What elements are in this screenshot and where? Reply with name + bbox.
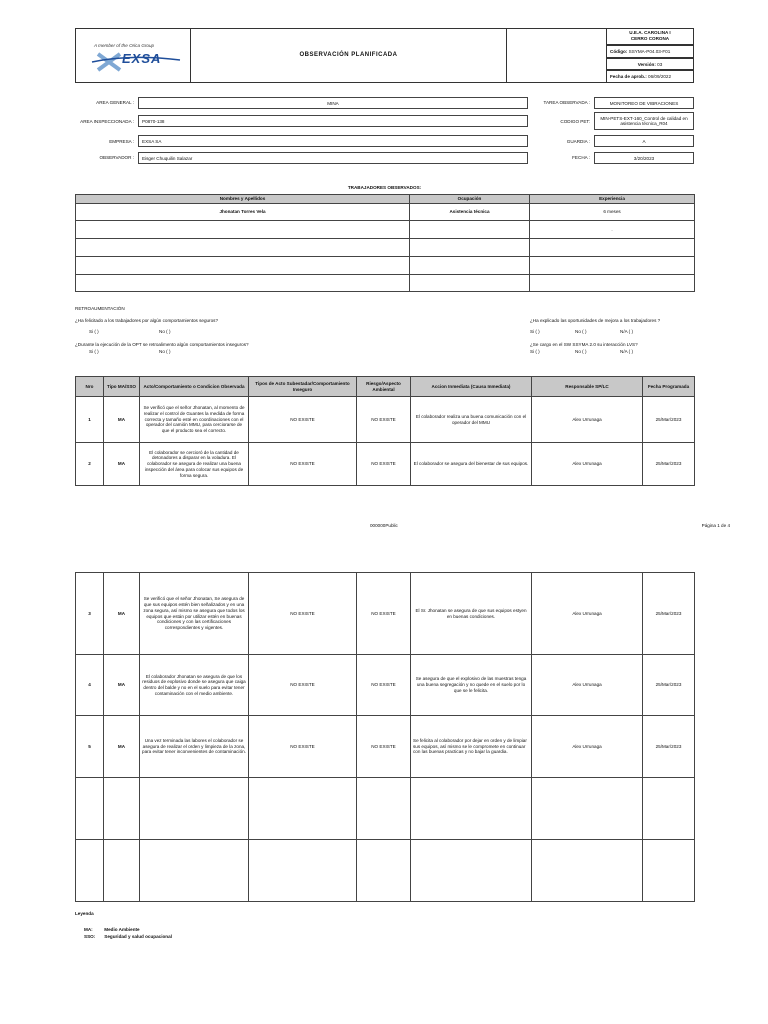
observador-label: OBSERVADOR : [99,155,134,160]
empresa-field[interactable] [138,135,528,147]
row-acto[interactable]: El colaborador Jhonatan se asegura de que los residuos de explosivo donde se asegura que caiga dentro del balde y no en el suelo para evitar tener contaminación con el medio ambiente. [140,655,249,716]
row-responsable[interactable]: Alex Urrunaga [532,716,643,778]
col-nro: Nro [76,377,104,397]
version-label: Versión: [637,62,656,67]
row-tipos-acto[interactable]: NO EXISTE [249,443,357,486]
table-row [76,443,695,486]
worker-occupation[interactable] [410,221,530,239]
pet-field[interactable] [594,112,694,130]
q2-yes-option[interactable]: Si ( ) [89,349,99,354]
row-fecha[interactable] [643,840,695,902]
legend-item-ma [84,927,140,933]
row-responsable[interactable] [532,840,643,902]
row-acto[interactable]: El colaborador se cercioró de la cantidad de detonadores a disparar en la voladura. El colaborador se asegura de realizar una buena inspección del área para colocar sus equipos de forma segura. [140,443,249,486]
col-responsable: Responsable SP/LC [532,377,643,397]
fecha-label: FECHA : [572,155,590,160]
row-fecha[interactable]: 25/Mar/2023 [643,655,695,716]
worker-name[interactable] [76,239,410,257]
q1-yes-option[interactable]: Si ( ) [89,329,99,334]
fecha-value: 3/20/2023 [633,155,655,161]
row-accion[interactable]: El colaborador se asegura del bienestar de sus equipos. [411,443,532,486]
row-tipo[interactable]: MA [104,443,140,486]
col-tipos-acto: Tipos de Acto Subestadar/Comportamiento Inseguro [249,377,357,397]
legend-text: Seguridad y salud ocupacional [104,934,172,939]
worker-name[interactable]: Jhonatan Torres Vela [76,204,410,221]
row-riesgo[interactable] [357,778,411,840]
worker-experience[interactable] [530,257,695,275]
table-row [76,840,695,902]
form-title: OBSERVACIÓN PLANIFICADA [299,52,398,58]
row-acto[interactable]: Una vez terminada las labores el colaborador se asegura de realizar el orden y limpieza de la zona, para evitar tener inconvenientes de contaminación. [140,716,249,778]
row-nro [76,778,104,840]
row-nro: 4 [76,655,104,716]
area-inspeccionada-field[interactable] [138,115,528,127]
approval-date-value: 06/09/2022 [648,74,672,79]
row-riesgo[interactable] [357,840,411,902]
row-fecha[interactable] [643,778,695,840]
worker-occupation[interactable] [410,239,530,257]
legend-code: SSO: [84,934,96,939]
workers-header-occupation: Ocupación [410,195,530,204]
table-row [76,239,695,257]
q4-yes-option[interactable]: Si ( ) [530,349,540,354]
feedback-question-1: ¿Ha felicitado a los trabajadores por algún comportamientos seguros? [75,318,218,323]
row-tipo[interactable]: MA [104,397,140,443]
row-tipo[interactable]: MA [104,573,140,655]
guardia-value: A [642,138,646,144]
row-tipos-acto[interactable] [249,778,357,840]
row-tipos-acto[interactable]: NO EXISTE [249,655,357,716]
table-row [76,275,695,292]
row-acto[interactable] [140,840,249,902]
row-tipos-acto[interactable]: NO EXISTE [249,573,357,655]
area-general-label: AREA GENERAL : [96,100,134,105]
worker-experience[interactable] [530,239,695,257]
logo [90,38,185,74]
row-acto[interactable]: Se verificó que el señor Jhonatan, Se asegura de que sus equipos estén bien señalizados y en una zona segura, así mismo se asegura que todos los equipos que están por utilizar estén en buenas condiciones y con las certificaciones correspondientes y vigentes. [140,573,249,655]
version-value: 03 [657,62,663,67]
feedback-question-3: ¿Ha explicado las oportunidades de mejora a los trabajadores ? [530,318,661,323]
row-tipo[interactable] [104,778,140,840]
legend-item-sso [84,934,172,940]
q2-no-option[interactable]: No ( ) [159,349,171,354]
tarea-label: TAREA OBSERVADA : [543,100,590,105]
row-fecha[interactable]: 25/Mar/2023 [643,443,695,486]
row-responsable[interactable]: Alex Urrunaga [532,443,643,486]
row-fecha[interactable]: 25/Mar/2023 [643,716,695,778]
row-nro: 5 [76,716,104,778]
q3-na-option[interactable]: N/A ( ) [620,329,634,334]
empresa-label: EMPRESA : [109,139,134,144]
row-responsable[interactable] [532,778,643,840]
q1-no-option[interactable]: No ( ) [159,329,171,334]
tarea-field[interactable] [594,97,694,109]
row-fecha[interactable]: 25/Mar/2023 [643,573,695,655]
empresa-value: EXSA SA [142,138,162,144]
row-nro: 1 [76,397,104,443]
row-riesgo[interactable]: NO EXISTE [357,397,411,443]
approval-date-row [610,74,671,80]
feedback-title: RETROAUMENTACIÓN [75,306,125,311]
col-riesgo: Riesgo/Aspecto Ambiental [357,377,411,397]
row-riesgo[interactable]: NO EXISTE [357,655,411,716]
observador-value: Eisger Chuquilin Salazar [142,155,193,161]
workers-title: TRABAJADORES OBSERVADOS: [347,185,422,190]
col-fecha: Fecha Programada [643,377,695,397]
codigo-value: SSYMA-P04.03-F01 [628,49,671,54]
row-fecha[interactable]: 25/Mar/2023 [643,397,695,443]
area-general-value: MINA [327,100,339,106]
worker-experience[interactable] [530,275,695,292]
q4-no-option[interactable]: No ( ) [575,349,587,354]
col-acto: Acto/Comportamiento o Condicion Observada [140,377,249,397]
area-inspeccionada-value: P0870-138 [142,118,165,124]
workers-header-name: Nombres y Apellidos [76,195,410,204]
table-row [76,257,695,275]
observations-table [75,376,695,486]
codigo-label: Código: [610,49,628,54]
workers-header-experience: Experiencia [530,195,695,204]
table-row [76,655,695,716]
row-tipos-acto[interactable]: NO EXISTE [249,716,357,778]
observador-field[interactable] [138,152,528,164]
row-nro: 3 [76,573,104,655]
row-responsable[interactable]: Alex Urrunaga [532,573,643,655]
unit-name: U.E.A. CAROLINA I [629,30,671,35]
logo-tagline: A member of the Orica Group [94,43,155,48]
unit-name-2: CERRO CORONA [630,36,670,41]
row-tipo[interactable]: MA [104,655,140,716]
row-tipo[interactable] [104,840,140,902]
legend-code: MA: [84,927,93,932]
classification-label: 000000Public [370,523,398,528]
row-accion[interactable] [411,840,532,902]
worker-name[interactable] [76,275,410,292]
worker-experience[interactable]: 6 meses [530,204,695,221]
row-tipos-acto[interactable] [249,840,357,902]
legend-text: Medio Ambiente [104,927,140,932]
pet-value: MIN-PETS-EXT-160_Control de calidad en asistencia técnica_R04 [600,116,688,126]
worker-occupation[interactable] [410,275,530,292]
fecha-field[interactable] [594,152,694,164]
q3-no-option[interactable]: No ( ) [575,329,587,334]
pet-label: CODIGO PET: [560,119,590,124]
tarea-value: MONITOREO DE VIBRACIONES [609,100,679,106]
table-row [76,221,695,239]
row-accion[interactable]: Se asegura de que el explosivo de las muestras tenga una buena segregación y no quede en el suelo por lo que se le felicita. [411,655,532,716]
col-tipo: Tipo MA/SSO [104,377,140,397]
version-row [606,62,694,68]
guardia-field[interactable] [594,135,694,147]
legend-title: Leyenda [75,911,94,916]
approval-date-label: Fecha de aprob.: [610,74,647,79]
row-nro: 2 [76,443,104,486]
workers-table [75,194,695,292]
row-riesgo[interactable]: NO EXISTE [357,573,411,655]
row-tipo[interactable]: MA [104,716,140,778]
page-number: Página 1 de 4 [701,523,730,528]
worker-name[interactable] [76,221,410,239]
logo-text: EXSA [122,51,162,66]
row-accion[interactable]: Se felicita al colaborador por dejar en orden y de limpiar sus equipos, así mismo se le compromete en continuar con las buenas practicas y no bajar la guardia. [411,716,532,778]
feedback-question-4: ¿Se cargo en el SW SSYMA 2.0 su interacción LVS? [530,342,638,347]
area-general-field[interactable] [138,97,528,109]
row-accion[interactable] [411,778,532,840]
feedback-question-2: ¿Durante la ejecución de la OPT se retroalimento algún comportamientos inseguros? [75,342,249,347]
row-accion[interactable]: El Sr. Jhonatan se asegura de que sus equipos estyen en buenas condiciones. [411,573,532,655]
codigo-row [610,49,670,55]
worker-occupation[interactable] [410,257,530,275]
table-row [76,573,695,655]
row-tipos-acto[interactable]: NO EXISTE [249,397,357,443]
worker-name[interactable] [76,257,410,275]
row-responsable[interactable]: Alex Urrunaga [532,397,643,443]
q3-yes-option[interactable]: Si ( ) [530,329,540,334]
row-riesgo[interactable]: NO EXISTE [357,716,411,778]
table-row [76,397,695,443]
table-row [76,716,695,778]
table-row [76,204,695,221]
row-riesgo[interactable]: NO EXISTE [357,443,411,486]
row-responsable[interactable]: Alex Urrunaga [532,655,643,716]
area-inspeccionada-label: AREA INSPECCIONADA : [80,119,134,124]
row-nro [76,840,104,902]
row-acto[interactable]: Se verificó que el señor Jhonatan, al momento de realizar el control de Guantes la medida de forma correcta y tamaño esté en coordinaciones con el operador del camión MMU, para cerciorarse de que el producto sea el correcto. [140,397,249,443]
row-accion[interactable]: El colaborador realiza una buena comunicación con el operador del MMU [411,397,532,443]
col-accion: Accion Inmediata (Causa Inmediata) [411,377,532,397]
row-acto[interactable] [140,778,249,840]
table-row [76,778,695,840]
guardia-label: GUARDIA : [566,139,590,144]
worker-occupation[interactable]: Asistencia técnica [410,204,530,221]
observations-table-continued [75,572,695,902]
q4-na-option[interactable]: N/A ( ) [620,349,634,354]
worker-experience[interactable]: . [530,221,695,239]
